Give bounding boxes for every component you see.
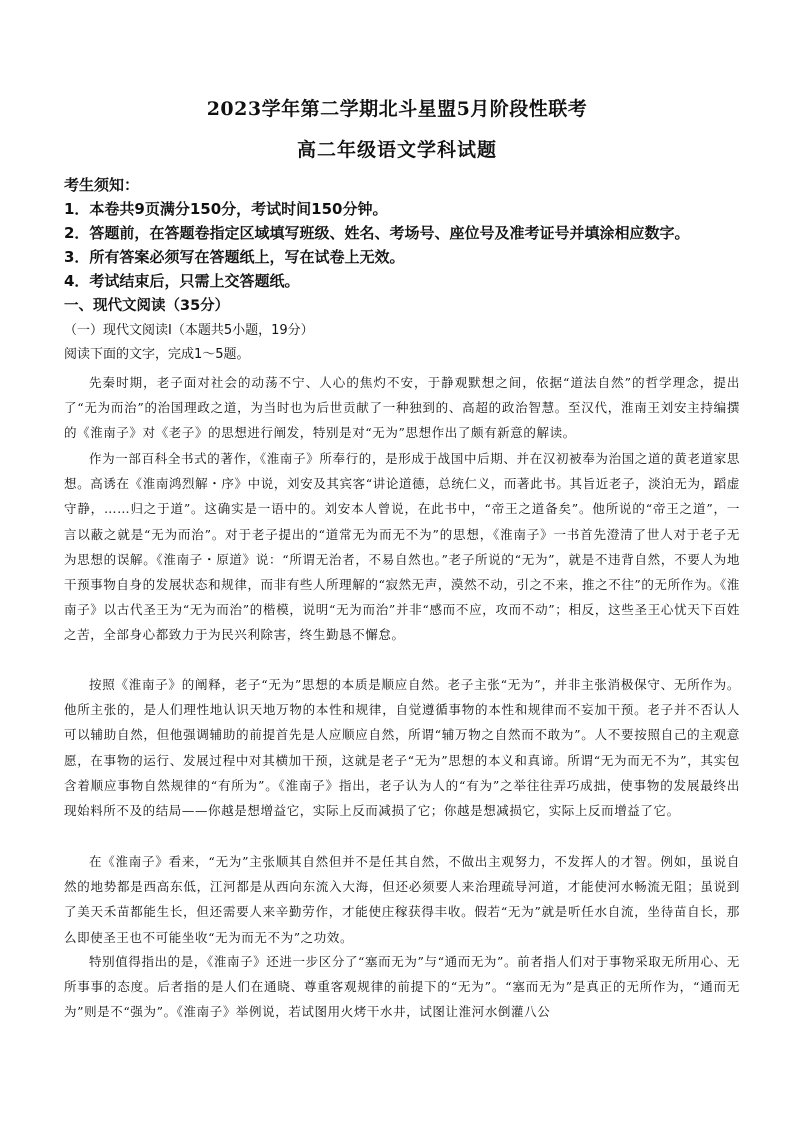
passage-paragraph: 在《淮南子》看来，“无为”主张顺其自然但并不是任其自然，不做出主观努力，不发挥人的才智。例如，虽说自然的地势都是西高东低，江河都是从西向东流入大海，但还必须要人来治理疏导河道，才能使河水畅流无阻；虽说到了美天禾苗都能生长，但还需要人来辛勤劳作，才能使庄稼获得丰收。假若“无为”就是听任水自流，坐待苗自长，那么即使圣王也不可能坐收“无为而无不为”之功效。 [64,854,740,945]
notice-item: 2．答题前，在答题卷指定区域填写班级、姓名、考场号、座位号及准考证号并填涂相应数字。 [64,224,690,242]
section-heading: 一、现代文阅读（35分） [64,298,230,314]
reading-instruction: 阅读下面的文字，完成1～5题。 [64,347,250,362]
exam-title: 2023学年第二学期北斗星盟5月阶段性联考 [206,98,588,120]
notice-item: 4．考试结束后，只需上交答题纸。 [64,272,300,290]
passage-paragraph: 作为一部百科全书式的著作，《淮南子》所奉行的，是形成于战国中后期、并在汉初被奉为治国之道的黄老道家思想。高诱在《淮南鸿烈解・序》中说，刘安及其宾客“讲论道德，总统仁义，而著此书。其旨近老子，淡泊无为，蹈虚守静，……归之于道”。这确实是一语中的。刘安本人曾说，在此书中，“帝王之道备矣”。他所说的“帝王之道”，一言以蔽之就是“无为而治”。对于老子提出的“道常无为而无不为”的思想，《淮南子》一书首先澄清了世人对于老子无为思想的误解。《淮南子・原道》说：“所谓无治者，不易自然也。”老子所说的“无为”，就是不违背自然，不要人为地干预事物自身的发展状态和规律，而非有些人所理解的“寂然无声，漠然不动，引之不来，推之不往”的无所作为。《淮南子》以古代圣王为“无为而治”的楷模，说明“无为而治”并非“感而不应，攻而不动”；相反，这些圣王心忧天下百姓之苦，全部身心都致力于为民兴利除害，终生勤恳不懈怠。 [64,451,740,643]
exam-subtitle: 高二年级语文学科试题 [296,139,497,161]
passage-paragraph: 先秦时期，老子面对社会的动荡不宁、人心的焦灼不安，于静观默想之间，依据“道法自然”的哲学理念，提出了“无为而治”的治国理政之道，为当时也为后世贡献了一种独到的、高超的政治智慧。至汉代，淮南王刘安主持编撰的《淮南子》对《老子》的思想进行阐发，特别是对“无为”思想作出了颇有新意的解读。 [64,375,740,441]
notice-item: 1．本卷共9页满分150分，考试时间150分钟。 [64,200,388,218]
sub-section-heading: （一）现代文阅读Ⅰ（本题共5小题，19分） [64,323,314,338]
passage-paragraph: 特别值得指出的是，《淮南子》还进一步区分了“塞而无为”与“通而无为”。前者指人们对于事物采取无所用心、无所事事的态度。后者指的是人们在通晓、尊重客观规律的前提下的“无为”。“塞而无为”是真正的无所作为，“通而无为”则是不“强为”。《淮南子》举例说，若试图用火烤干水井，试图让淮河水倒灌八公 [64,954,740,1020]
passage-paragraph: 按照《淮南子》的阐释，老子“无为”思想的本质是顺应自然。老子主张“无为”，并非主张消极保守、无所作为。他所主张的，是人们理性地认识天地万物的本性和规律，自觉遵循事物的本性和规律而不妄加干预。老子并不否认人可以辅助自然，但他强调辅助的前提首先是人应顺应自然，所谓“辅万物之自然而不敢为”。人不要按照自己的主观意愿，在事物的运行、发展过程中对其横加干预，这就是老子“无为”思想的本义和真谛。所谓“无为而无不为”，其实包含着顺应事物自然规律的“有所为”。《淮南子》指出，老子认为人的“有为”之举往往弄巧成拙，使事物的发展最终出现始料所不及的结局——你越是想增益它，实际上反而减损了它；你越是想减损它，实际上反而增益了它。 [64,677,740,819]
notice-item: 3．所有答案必须写在答题纸上，写在试卷上无效。 [64,248,405,266]
notice-heading: 考生须知： [64,176,140,194]
